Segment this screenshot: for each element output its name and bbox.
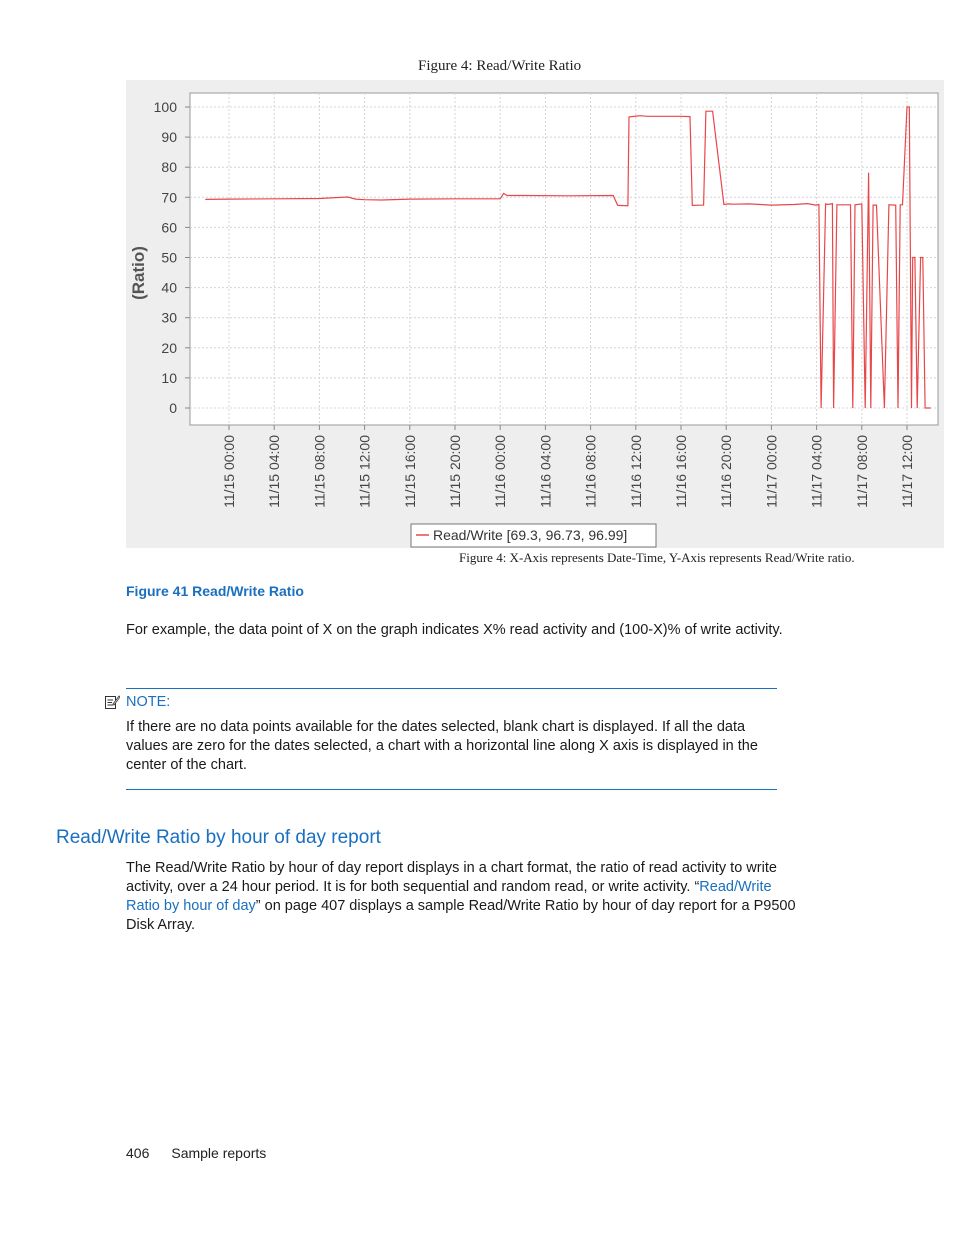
x-tick-label: 11/16 20:00 bbox=[718, 435, 735, 508]
y-tick-label: 10 bbox=[161, 369, 177, 386]
plot-area bbox=[190, 93, 938, 425]
y-tick-label: 30 bbox=[161, 309, 177, 326]
note-top-rule bbox=[126, 688, 777, 689]
x-tick-label: 11/16 08:00 bbox=[582, 435, 599, 508]
x-tick-label: 11/16 12:00 bbox=[627, 435, 644, 508]
y-axis-label: (Ratio) bbox=[129, 246, 148, 300]
x-tick-label: 11/16 16:00 bbox=[673, 435, 689, 508]
x-tick-label: 11/16 00:00 bbox=[492, 435, 509, 508]
example-paragraph: For example, the data point of X on the graph indicates X% read activity and (100-X)% of write activity. bbox=[126, 622, 783, 638]
x-tick-label: 11/16 04:00 bbox=[537, 435, 554, 508]
read-write-ratio-by-hour-link[interactable]: Read/Write Ratio by hour of day bbox=[126, 879, 772, 914]
x-tick-label: 11/15 12:00 bbox=[356, 435, 373, 508]
y-tick-label: 80 bbox=[161, 159, 177, 176]
note-header bbox=[104, 694, 170, 710]
x-tick-label: 11/15 04:00 bbox=[266, 435, 283, 508]
y-tick-label: 70 bbox=[161, 189, 177, 206]
section-heading: Read/Write Ratio by hour of day report bbox=[56, 827, 381, 848]
figure-inner-title: Figure 4: Read/Write Ratio bbox=[418, 58, 582, 74]
figure-inner-caption: Figure 4: X-Axis represents Date-Time, Y-Axis represents Read/Write ratio. bbox=[459, 550, 855, 565]
legend-entry: Read/Write [69.3, 96.73, 96.99] bbox=[433, 527, 628, 543]
note-icon bbox=[104, 694, 120, 710]
x-tick-label: 11/15 00:00 bbox=[221, 435, 237, 508]
x-tick-label: 11/17 12:00 bbox=[899, 435, 915, 508]
note-bottom-rule bbox=[126, 789, 777, 790]
x-tick-label: 11/15 20:00 bbox=[447, 435, 463, 508]
x-tick-label: 11/15 08:00 bbox=[311, 435, 328, 508]
x-tick-label: 11/15 16:00 bbox=[401, 435, 418, 508]
x-tick-label: 11/17 08:00 bbox=[853, 435, 870, 508]
read-write-ratio-chart bbox=[126, 80, 944, 548]
section-paragraph bbox=[126, 859, 806, 935]
page-number: 406 bbox=[126, 1145, 150, 1161]
x-tick-label: 11/17 00:00 bbox=[763, 435, 780, 508]
note-label: NOTE: bbox=[126, 694, 171, 710]
x-tick-label: 11/17 04:00 bbox=[808, 435, 825, 508]
y-tick-label: 0 bbox=[169, 400, 177, 416]
y-tick-label: 20 bbox=[161, 339, 177, 356]
page-footer bbox=[126, 1145, 266, 1161]
y-tick-label: 40 bbox=[161, 279, 177, 296]
y-tick-label: 100 bbox=[153, 99, 177, 115]
figure-label: Figure 41 Read/Write Ratio bbox=[126, 583, 304, 599]
y-tick-label: 60 bbox=[161, 219, 177, 236]
section-paragraph-start: The Read/Write Ratio by hour of day report displays in a chart format, the ratio of read activity to write activity, over a 24 hour period. It is for both sequential and random read, or write activity. “ bbox=[126, 860, 777, 895]
chart-canvas bbox=[126, 80, 944, 548]
y-tick-label: 90 bbox=[161, 129, 177, 146]
y-tick-label: 50 bbox=[161, 249, 177, 266]
footer-section-title: Sample reports bbox=[171, 1145, 267, 1161]
section-paragraph-end: ” on page 407 displays a sample Read/Write Ratio by hour of day report for a P9500 Disk Array. bbox=[126, 898, 796, 933]
note-text: If there are no data points available for the dates selected, blank chart is displayed. If all the data values are zero for the dates selected, a chart with a horizontal line along X axis is displayed in the center of the chart. bbox=[126, 719, 758, 773]
